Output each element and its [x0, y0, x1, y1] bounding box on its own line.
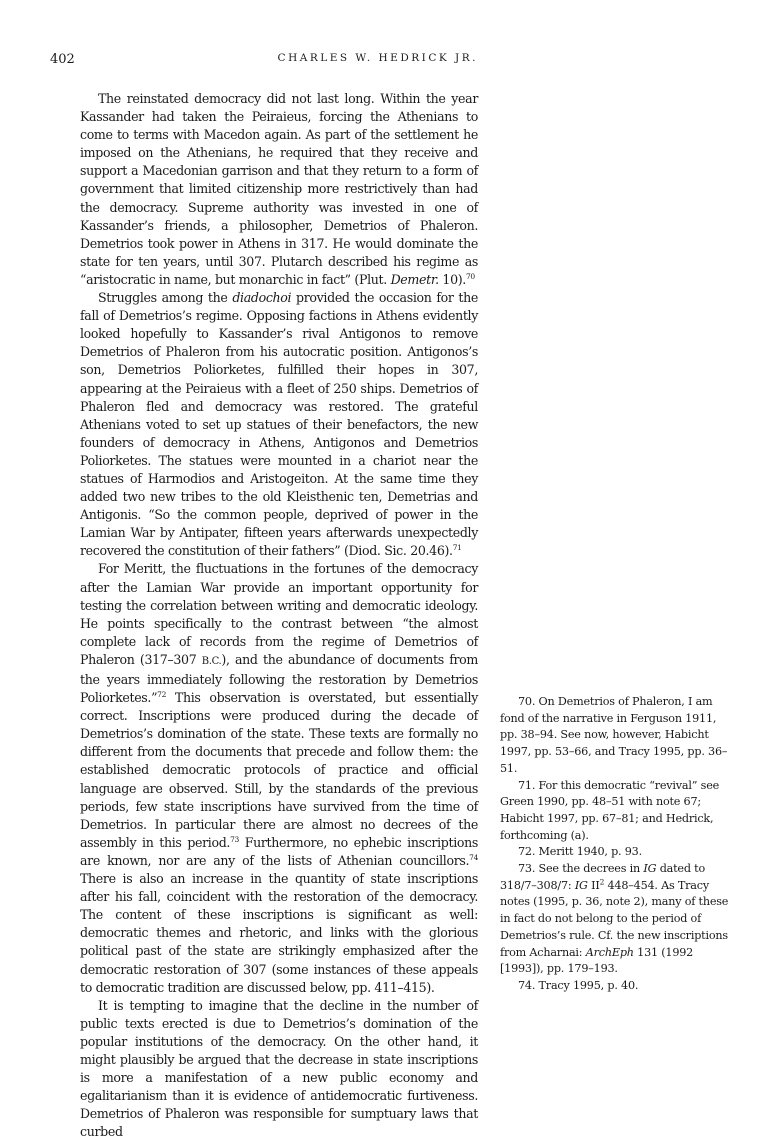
text-run: ), and the abundance of documents from the years immediately following the restoration by Demetrios Poliorketes.” [80, 651, 478, 706]
text-run: There is also an increase in the quantity of state inscriptions after his fall, coincident with the restoration of the democracy. The content of these inscriptions is significant as well: democratic themes and rhetoric, and links with the glorious political past of the state are strikingly emphasized after the democratic restoration of 307 (some instances of these appeals to democratic tradition are discussed below, pp. 411–415). [80, 871, 478, 995]
text-run: 71. For this democratic “revival” see Green 1990, pp. 48–51 with note 67; Habicht 1997, pp. 67–81; and Hedrick, forthcoming (a). [500, 778, 720, 842]
text-run: II [587, 878, 600, 892]
footnote-ref: 72 [157, 689, 166, 699]
italic-run: diadochoi [232, 290, 292, 306]
paragraph [80, 289, 478, 560]
italic-run: IG [574, 878, 588, 892]
text-run: Furthermore, no ephebic inscriptions are known, nor are any of the lists of Athenian councillors. [80, 834, 478, 868]
footnote-73 [500, 861, 735, 978]
text-run: The reinstated democracy did not last long. Within the year Kassander had taken the Peiraieus, forcing the Athenians to come to terms with Macedon again. As part of the settlement he imposed on the Athenians, he required that they receive and support a Macedonian garrison and that they return to a form of government that limited citizenship more restrictively than had the democracy. Supreme authority was invested in one of Kassander’s friends, a philosopher, Demetrios of Phaleron. Demetrios took power in Athens in 317. He would dominate the state for ten years, until 307. Plutarch described his regime as “aristocratic in name, but monarchic in fact” (Plut. [80, 91, 478, 287]
text-run: For Meritt, the fluctuations in the fortunes of the democracy after the Lamian War provide an important opportunity for testing the correlation between writing and democratic ideology. He points specifically to the contrast between “the almost complete lack of records from the regime of Demetrios of Phaleron (317–307 [80, 561, 478, 667]
text-run: 73. See the decrees in [518, 862, 644, 876]
footnote-ref: 71 [452, 543, 462, 553]
italic-run: ArchEph [585, 945, 634, 959]
footnote-ref: 74 [469, 852, 478, 862]
text-run: It is tempting to imagine that the decline in the number of public texts erected is due to Demetrios’s domination of the popular institutions of the democracy. On the other hand, it might plausibly be argued that the decrease in state inscriptions is more a manifestation of a new public economy and egalitarianism than it is evidence of antidemocratic furtiveness. Demetrios of Phaleron was responsible for sumptuary laws that curbed [80, 997, 478, 1140]
page-number: 402 [50, 52, 75, 67]
footnote-71 [500, 778, 735, 845]
paragraph [80, 560, 478, 996]
text-run: 131 (1992 [1993]), pp. 179–193. [500, 945, 694, 976]
text-run: dated to 318/7–308/7: [500, 862, 705, 892]
italic-run: Demetr. [390, 271, 439, 287]
footnote-74 [500, 978, 735, 995]
running-head: CHARLES W. HEDRICK JR. [277, 52, 478, 64]
text-run: 448–454. As Tracy notes (1995, p. 36, note 2), many of these in fact do not belong to the period of Demetrios’s rule. Cf. the new inscriptions from Acharnai: [500, 878, 729, 959]
footnote-70 [500, 694, 735, 778]
text-run: Struggles among the [98, 290, 233, 306]
italic-run: IG [643, 862, 657, 876]
footnote-ref: 73 [230, 834, 239, 844]
footnote-72 [500, 844, 735, 861]
small-caps-run: B.C. [201, 655, 222, 667]
footnote-ref: 70 [465, 271, 475, 281]
footnote-ref: 2 [599, 877, 605, 886]
paragraph [80, 90, 478, 289]
main-text [80, 90, 478, 1141]
footnotes [500, 694, 735, 995]
text-run: 70. On Demetrios of Phaleron, I am fond of the narrative in Ferguson 1911, pp. 38–94. See now, however, Habicht 1997, pp. 53–66, and Tracy 1995, pp. 36–51. [500, 695, 728, 775]
text-run: This observation is overstated, but essentially correct. Inscriptions were produced during the decade of Demetrios’s domination of the state. These texts are formally no different from the documents that precede and follow them: the established democratic protocols of practice and official language are observed. Still, by the standards of the previous periods, few state inscriptions have survived from the time of Demetrios. In particular there are almost no decrees of the assembly in this period. [80, 690, 478, 850]
text-run: 72. Meritt 1940, p. 93. [518, 845, 642, 859]
text-run: provided the occasion for the fall of Demetrios’s regime. Opposing factions in Athens evidently looked hopefully to Kassander’s rival Antigonos to remove Demetrios of Phaleron from his autocratic position. Antigonos’s son, Demetrios Poliorketes, fulfilled their hopes in 307, appearing at the Peiraieus with a fleet of 250 ships. Demetrios of Phaleron fled and democracy was restored. The grateful Athenians voted to set up statues of their benefactors, the new founders of democracy in Athens, Antigonos and Demetrios Poliorketes. The statues were mounted in a chariot near the statues of Harmodios and Aristogeiton. At the same time they added two new tribes to the old Kleisthenic ten, Demetrias and Antigonis. “So the common people, deprived of power in the Lamian War by Antipater, fifteen years afterwards unexpectedly recovered the constitution of their fathers” (Diod. Sic. 20.46). [80, 290, 478, 559]
text-run: 10). [438, 271, 466, 287]
paragraph [80, 997, 478, 1141]
text-run: 74. Tracy 1995, p. 40. [518, 978, 639, 992]
